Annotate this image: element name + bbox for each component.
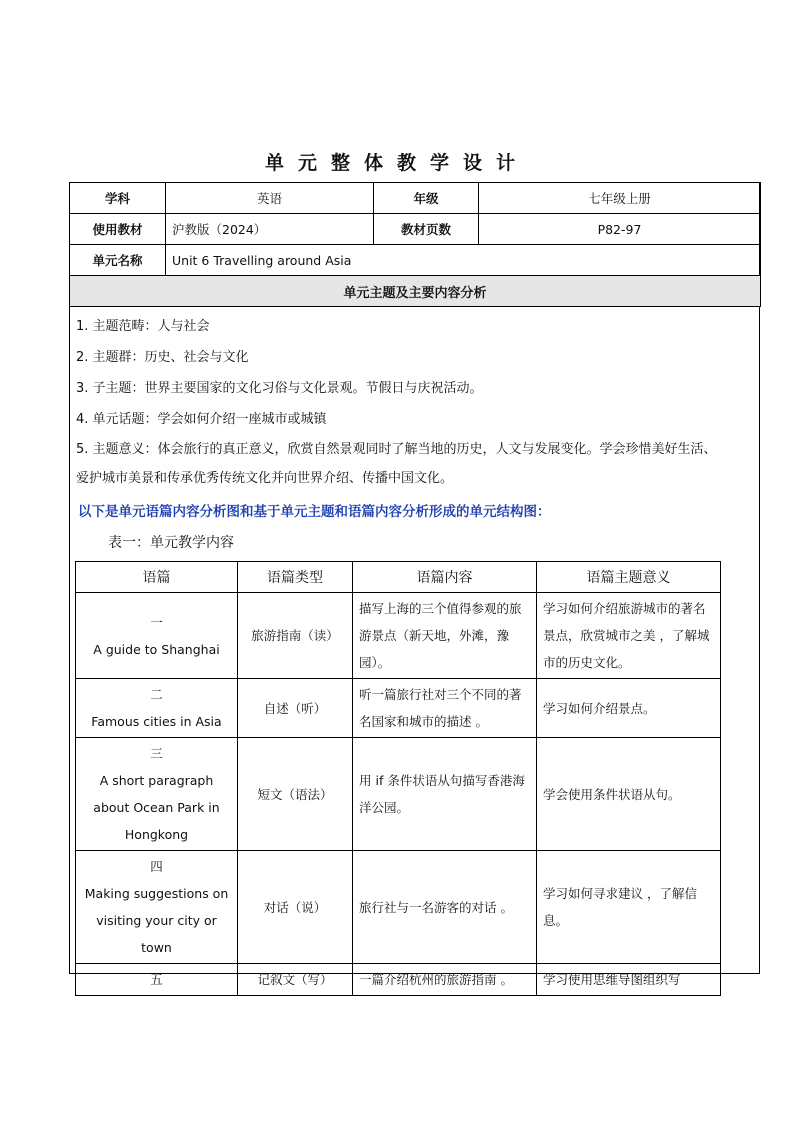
passage-number: 二 bbox=[150, 687, 163, 702]
header-meaning: 语篇主题意义 bbox=[537, 562, 721, 593]
passage-name: Making suggestions on visiting your city or town bbox=[84, 886, 229, 955]
content-cell: 旅行社与一名游客的对话 。 bbox=[353, 851, 537, 964]
content-cell: 用 if 条件状语从句描写香港海洋公园。 bbox=[353, 738, 537, 851]
info-table bbox=[69, 182, 761, 307]
pages-value: P82-97 bbox=[479, 214, 761, 245]
passage-number: 一 bbox=[150, 614, 163, 630]
textbook-value: 沪教版（2024） bbox=[166, 214, 374, 245]
content-cell: 一篇介绍杭州的旅游指南 。 bbox=[353, 964, 537, 996]
passage-number: 三 bbox=[150, 746, 163, 761]
subject-label: 学科 bbox=[70, 183, 166, 214]
passage-name: A guide to Shanghai bbox=[93, 641, 220, 657]
table-row bbox=[76, 593, 721, 679]
header-type: 语篇类型 bbox=[238, 562, 353, 593]
meaning-cell: 学会使用条件状语从句。 bbox=[537, 738, 721, 851]
passage-cell bbox=[76, 593, 238, 679]
passage-cell bbox=[76, 964, 238, 996]
structure-note: 以下是单元语篇内容分析图和基于单元主题和语篇内容分析形成的单元结构图： bbox=[78, 504, 551, 520]
grade-value: 七年级上册 bbox=[479, 183, 761, 214]
info-row bbox=[70, 245, 761, 276]
passage-cell bbox=[76, 738, 238, 851]
document-title: 单元整体教学设计 bbox=[264, 152, 529, 174]
meaning-cell: 学习如何寻求建议 ，了解信息。 bbox=[537, 851, 721, 964]
header-passage: 语篇 bbox=[76, 562, 238, 593]
meaning-cell: 学习如何介绍旅游城市的著名景点，欣赏城市之美 ，了解城市的历史文化。 bbox=[537, 593, 721, 679]
section-title: 单元主题及主要内容分析 bbox=[70, 276, 761, 307]
table-row bbox=[76, 738, 721, 851]
type-cell: 旅游指南（读） bbox=[238, 593, 353, 679]
table-row bbox=[76, 964, 721, 996]
info-row bbox=[70, 183, 761, 214]
content-table bbox=[75, 561, 721, 996]
header-content: 语篇内容 bbox=[353, 562, 537, 593]
info-row bbox=[70, 214, 761, 245]
pages-label: 教材页数 bbox=[374, 214, 479, 245]
type-cell: 短文（语法） bbox=[238, 738, 353, 851]
unit-value: Unit 6 Travelling around Asia bbox=[166, 245, 761, 276]
passage-number: 五 bbox=[150, 972, 163, 987]
content-cell: 描写上海的三个值得参观的旅游景点（新天地，外滩，豫园）。 bbox=[353, 593, 537, 679]
passage-name: Famous cities in Asia bbox=[91, 714, 222, 729]
passage-cell bbox=[76, 851, 238, 964]
meaning-cell: 学习如何介绍景点。 bbox=[537, 679, 721, 738]
section-header-row bbox=[70, 276, 761, 307]
analysis-item: 2. 主题群：历史、社会与文化 bbox=[76, 350, 249, 365]
type-cell: 对话（说） bbox=[238, 851, 353, 964]
passage-cell bbox=[76, 679, 238, 738]
passage-number: 四 bbox=[150, 859, 163, 874]
table-caption: 表一：单元教学内容 bbox=[108, 535, 234, 551]
textbook-label: 使用教材 bbox=[70, 214, 166, 245]
type-cell: 自述（听） bbox=[238, 679, 353, 738]
type-cell: 记叙文（写） bbox=[238, 964, 353, 996]
passage-name: A short paragraph about Ocean Park in Hongkong bbox=[93, 773, 220, 842]
analysis-item: 3. 子主题：世界主要国家的文化习俗与文化景观。节假日与庆祝活动。 bbox=[76, 381, 483, 396]
table-row bbox=[76, 679, 721, 738]
grade-label: 年级 bbox=[374, 183, 479, 214]
analysis-item: 4. 单元话题：学会如何介绍一座城市或城镇 bbox=[76, 412, 327, 427]
table-row bbox=[76, 851, 721, 964]
subject-value: 英语 bbox=[166, 183, 374, 214]
content-header-row bbox=[76, 562, 721, 593]
content-cell: 听一篇旅行社对三个不同的著名国家和城市的描述 。 bbox=[353, 679, 537, 738]
meaning-cell: 学习使用思维导图组织写 bbox=[537, 964, 721, 996]
analysis-item: 1. 主题范畴：人与社会 bbox=[76, 319, 210, 334]
analysis-item: 5. 主题意义：体会旅行的真正意义，欣赏自然景观同时了解当地的历史，人文与发展变化。学会珍惜美好生活、爱护城市美景和传承优秀传统文化并向世界介绍、传播中国文化。 bbox=[76, 442, 717, 486]
analysis-list bbox=[76, 311, 726, 493]
unit-label: 单元名称 bbox=[70, 245, 166, 276]
